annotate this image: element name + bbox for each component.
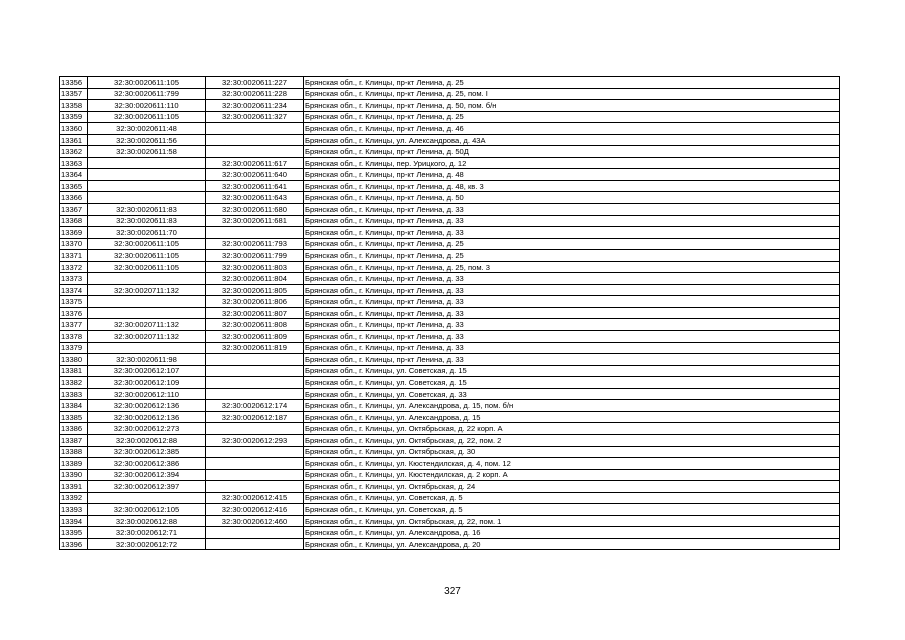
record-number-cell: 13356 xyxy=(60,77,88,89)
record-number-cell: 13370 xyxy=(60,238,88,250)
parcel-number-cell: 32:30:0020612:105 xyxy=(88,504,206,516)
address-cell: Брянская обл., г. Клинцы, пр-кт Ленина, д. 33 xyxy=(304,227,840,239)
record-number-cell: 13357 xyxy=(60,88,88,100)
address-cell: Брянская обл., г. Клинцы, ул. Октябрьская, д. 30 xyxy=(304,446,840,458)
record-number-cell: 13379 xyxy=(60,342,88,354)
object-number-cell xyxy=(206,388,304,400)
record-number-cell: 13366 xyxy=(60,192,88,204)
record-number-cell: 13387 xyxy=(60,434,88,446)
table-row xyxy=(60,446,840,458)
parcel-number-cell: 32:30:0020611:58 xyxy=(88,146,206,158)
record-number-cell: 13382 xyxy=(60,377,88,389)
object-number-cell: 32:30:0020612:174 xyxy=(206,400,304,412)
record-number-cell: 13374 xyxy=(60,284,88,296)
record-number-cell: 13392 xyxy=(60,492,88,504)
parcel-number-cell: 32:30:0020611:105 xyxy=(88,250,206,262)
parcel-number-cell xyxy=(88,296,206,308)
object-number-cell: 32:30:0020611:819 xyxy=(206,342,304,354)
parcel-number-cell: 32:30:0020611:110 xyxy=(88,100,206,112)
parcel-number-cell: 32:30:0020611:105 xyxy=(88,77,206,89)
object-number-cell xyxy=(206,146,304,158)
address-cell: Брянская обл., г. Клинцы, ул. Советская, д. 15 xyxy=(304,377,840,389)
record-number-cell: 13376 xyxy=(60,307,88,319)
address-cell: Брянская обл., г. Клинцы, пр-кт Ленина, д. 46 xyxy=(304,123,840,135)
table-row xyxy=(60,134,840,146)
object-number-cell: 32:30:0020611:234 xyxy=(206,100,304,112)
parcel-number-cell xyxy=(88,273,206,285)
table-row xyxy=(60,284,840,296)
address-cell: Брянская обл., г. Клинцы, пр-кт Ленина, д. 50, пом. б/н xyxy=(304,100,840,112)
record-number-cell: 13362 xyxy=(60,146,88,158)
table-row xyxy=(60,250,840,262)
object-number-cell: 32:30:0020611:640 xyxy=(206,169,304,181)
object-number-cell xyxy=(206,365,304,377)
record-number-cell: 13361 xyxy=(60,134,88,146)
record-number-cell: 13395 xyxy=(60,527,88,539)
parcel-number-cell xyxy=(88,180,206,192)
record-number-cell: 13393 xyxy=(60,504,88,516)
table-row xyxy=(60,227,840,239)
record-number-cell: 13396 xyxy=(60,538,88,550)
address-cell: Брянская обл., г. Клинцы, ул. Кюстендилская, д. 2 корп. А xyxy=(304,469,840,481)
table-row xyxy=(60,411,840,423)
table-row xyxy=(60,423,840,435)
object-number-cell: 32:30:0020611:643 xyxy=(206,192,304,204)
object-number-cell: 32:30:0020612:187 xyxy=(206,411,304,423)
address-cell: Брянская обл., г. Клинцы, ул. Александрова, д. 43А xyxy=(304,134,840,146)
address-cell: Брянская обл., г. Клинцы, пр-кт Ленина, д. 48 xyxy=(304,169,840,181)
address-cell: Брянская обл., г. Клинцы, ул. Октябрьская, д. 22 корп. А xyxy=(304,423,840,435)
parcel-number-cell: 32:30:0020612:136 xyxy=(88,411,206,423)
table-row xyxy=(60,111,840,123)
table-row xyxy=(60,146,840,158)
object-number-cell: 32:30:0020611:807 xyxy=(206,307,304,319)
parcel-number-cell xyxy=(88,169,206,181)
record-number-cell: 13384 xyxy=(60,400,88,412)
table-row xyxy=(60,434,840,446)
record-number-cell: 13359 xyxy=(60,111,88,123)
table-row xyxy=(60,204,840,216)
address-cell: Брянская обл., г. Клинцы, пр-кт Ленина, д. 25 xyxy=(304,250,840,262)
record-number-cell: 13360 xyxy=(60,123,88,135)
address-cell: Брянская обл., г. Клинцы, ул. Октябрьская, д. 22, пом. 1 xyxy=(304,515,840,527)
address-cell: Брянская обл., г. Клинцы, пр-кт Ленина, д. 33 xyxy=(304,354,840,366)
address-cell: Брянская обл., г. Клинцы, пр-кт Ленина, д. 33 xyxy=(304,215,840,227)
parcel-number-cell: 32:30:0020711:132 xyxy=(88,284,206,296)
object-number-cell xyxy=(206,123,304,135)
address-cell: Брянская обл., г. Клинцы, ул. Александрова, д. 20 xyxy=(304,538,840,550)
table-row xyxy=(60,342,840,354)
record-number-cell: 13363 xyxy=(60,157,88,169)
page-number: 327 xyxy=(444,586,461,597)
address-cell: Брянская обл., г. Клинцы, пр-кт Ленина, д. 33 xyxy=(304,204,840,216)
record-number-cell: 13381 xyxy=(60,365,88,377)
object-number-cell: 32:30:0020611:227 xyxy=(206,77,304,89)
record-number-cell: 13378 xyxy=(60,331,88,343)
table-row xyxy=(60,377,840,389)
table-row xyxy=(60,123,840,135)
object-number-cell: 32:30:0020612:460 xyxy=(206,515,304,527)
record-number-cell: 13364 xyxy=(60,169,88,181)
address-cell: Брянская обл., г. Клинцы, ул. Кюстендилская, д. 4, пом. 12 xyxy=(304,458,840,470)
parcel-number-cell: 32:30:0020612:88 xyxy=(88,434,206,446)
parcel-number-cell: 32:30:0020611:105 xyxy=(88,111,206,123)
table-row xyxy=(60,354,840,366)
parcel-number-cell: 32:30:0020611:56 xyxy=(88,134,206,146)
record-number-cell: 13371 xyxy=(60,250,88,262)
parcel-number-cell: 32:30:0020612:386 xyxy=(88,458,206,470)
table-row xyxy=(60,492,840,504)
registry-table-body xyxy=(60,77,840,550)
address-cell: Брянская обл., г. Клинцы, ул. Октябрьская, д. 24 xyxy=(304,481,840,493)
object-number-cell xyxy=(206,481,304,493)
record-number-cell: 13388 xyxy=(60,446,88,458)
parcel-number-cell: 32:30:0020611:70 xyxy=(88,227,206,239)
parcel-number-cell xyxy=(88,307,206,319)
object-number-cell: 32:30:0020612:415 xyxy=(206,492,304,504)
address-cell: Брянская обл., г. Клинцы, пр-кт Ленина, д. 25 xyxy=(304,111,840,123)
registry-table xyxy=(59,76,840,550)
object-number-cell xyxy=(206,446,304,458)
object-number-cell: 32:30:0020611:617 xyxy=(206,157,304,169)
address-cell: Брянская обл., г. Клинцы, пр-кт Ленина, д. 50Д xyxy=(304,146,840,158)
address-cell: Брянская обл., г. Клинцы, пр-кт Ленина, д. 33 xyxy=(304,319,840,331)
record-number-cell: 13385 xyxy=(60,411,88,423)
table-row xyxy=(60,157,840,169)
address-cell: Брянская обл., г. Клинцы, пр-кт Ленина, д. 33 xyxy=(304,296,840,308)
address-cell: Брянская обл., г. Клинцы, пр-кт Ленина, д. 33 xyxy=(304,342,840,354)
parcel-number-cell xyxy=(88,157,206,169)
object-number-cell xyxy=(206,423,304,435)
address-cell: Брянская обл., г. Клинцы, пр-кт Ленина, д. 33 xyxy=(304,307,840,319)
table-row xyxy=(60,192,840,204)
table-row xyxy=(60,458,840,470)
parcel-number-cell: 32:30:0020611:83 xyxy=(88,215,206,227)
object-number-cell: 32:30:0020611:809 xyxy=(206,331,304,343)
address-cell: Брянская обл., г. Клинцы, пер. Урицкого, д. 12 xyxy=(304,157,840,169)
address-cell: Брянская обл., г. Клинцы, ул. Александрова, д. 15, пом. б/н xyxy=(304,400,840,412)
object-number-cell: 32:30:0020611:793 xyxy=(206,238,304,250)
record-number-cell: 13373 xyxy=(60,273,88,285)
parcel-number-cell: 32:30:0020612:385 xyxy=(88,446,206,458)
table-row xyxy=(60,261,840,273)
address-cell: Брянская обл., г. Клинцы, пр-кт Ленина, д. 33 xyxy=(304,284,840,296)
parcel-number-cell: 32:30:0020612:107 xyxy=(88,365,206,377)
object-number-cell xyxy=(206,458,304,470)
parcel-number-cell: 32:30:0020611:48 xyxy=(88,123,206,135)
table-row xyxy=(60,388,840,400)
object-number-cell xyxy=(206,527,304,539)
parcel-number-cell: 32:30:0020612:394 xyxy=(88,469,206,481)
object-number-cell: 32:30:0020611:641 xyxy=(206,180,304,192)
object-number-cell: 32:30:0020611:808 xyxy=(206,319,304,331)
table-row xyxy=(60,469,840,481)
parcel-number-cell: 32:30:0020612:110 xyxy=(88,388,206,400)
table-row xyxy=(60,527,840,539)
address-cell: Брянская обл., г. Клинцы, ул. Советская, д. 15 xyxy=(304,365,840,377)
table-row xyxy=(60,273,840,285)
parcel-number-cell: 32:30:0020611:98 xyxy=(88,354,206,366)
table-row xyxy=(60,481,840,493)
address-cell: Брянская обл., г. Клинцы, пр-кт Ленина, д. 50 xyxy=(304,192,840,204)
table-row xyxy=(60,77,840,89)
record-number-cell: 13375 xyxy=(60,296,88,308)
address-cell: Брянская обл., г. Клинцы, ул. Александрова, д. 16 xyxy=(304,527,840,539)
address-cell: Брянская обл., г. Клинцы, пр-кт Ленина, д. 33 xyxy=(304,331,840,343)
parcel-number-cell: 32:30:0020611:105 xyxy=(88,261,206,273)
address-cell: Брянская обл., г. Клинцы, пр-кт Ленина, д. 25 xyxy=(304,77,840,89)
object-number-cell: 32:30:0020612:416 xyxy=(206,504,304,516)
parcel-number-cell: 32:30:0020611:105 xyxy=(88,238,206,250)
parcel-number-cell: 32:30:0020711:132 xyxy=(88,319,206,331)
object-number-cell: 32:30:0020611:803 xyxy=(206,261,304,273)
object-number-cell xyxy=(206,377,304,389)
table-row xyxy=(60,365,840,377)
object-number-cell xyxy=(206,227,304,239)
address-cell: Брянская обл., г. Клинцы, ул. Советская, д. 5 xyxy=(304,504,840,516)
table-row xyxy=(60,515,840,527)
record-number-cell: 13386 xyxy=(60,423,88,435)
parcel-number-cell: 32:30:0020611:83 xyxy=(88,204,206,216)
object-number-cell: 32:30:0020611:680 xyxy=(206,204,304,216)
record-number-cell: 13383 xyxy=(60,388,88,400)
address-cell: Брянская обл., г. Клинцы, ул. Советская, д. 5 xyxy=(304,492,840,504)
object-number-cell: 32:30:0020612:293 xyxy=(206,434,304,446)
address-cell: Брянская обл., г. Клинцы, пр-кт Ленина, д. 25 xyxy=(304,238,840,250)
table-row xyxy=(60,238,840,250)
object-number-cell: 32:30:0020611:327 xyxy=(206,111,304,123)
record-number-cell: 13365 xyxy=(60,180,88,192)
parcel-number-cell: 32:30:0020612:397 xyxy=(88,481,206,493)
address-cell: Брянская обл., г. Клинцы, пр-кт Ленина, д. 25, пом. I xyxy=(304,88,840,100)
object-number-cell xyxy=(206,134,304,146)
parcel-number-cell xyxy=(88,342,206,354)
parcel-number-cell: 32:30:0020612:136 xyxy=(88,400,206,412)
object-number-cell: 32:30:0020611:804 xyxy=(206,273,304,285)
table-row xyxy=(60,169,840,181)
record-number-cell: 13368 xyxy=(60,215,88,227)
table-row xyxy=(60,319,840,331)
parcel-number-cell: 32:30:0020612:72 xyxy=(88,538,206,550)
record-number-cell: 13380 xyxy=(60,354,88,366)
record-number-cell: 13390 xyxy=(60,469,88,481)
record-number-cell: 13394 xyxy=(60,515,88,527)
object-number-cell: 32:30:0020611:681 xyxy=(206,215,304,227)
object-number-cell: 32:30:0020611:228 xyxy=(206,88,304,100)
parcel-number-cell: 32:30:0020711:132 xyxy=(88,331,206,343)
object-number-cell xyxy=(206,354,304,366)
object-number-cell xyxy=(206,538,304,550)
record-number-cell: 13358 xyxy=(60,100,88,112)
record-number-cell: 13367 xyxy=(60,204,88,216)
parcel-number-cell: 32:30:0020612:71 xyxy=(88,527,206,539)
object-number-cell: 32:30:0020611:806 xyxy=(206,296,304,308)
parcel-number-cell: 32:30:0020611:799 xyxy=(88,88,206,100)
table-row xyxy=(60,307,840,319)
table-row xyxy=(60,538,840,550)
address-cell: Брянская обл., г. Клинцы, ул. Советская, д. 33 xyxy=(304,388,840,400)
parcel-number-cell: 32:30:0020612:88 xyxy=(88,515,206,527)
parcel-number-cell: 32:30:0020612:273 xyxy=(88,423,206,435)
table-row xyxy=(60,215,840,227)
record-number-cell: 13377 xyxy=(60,319,88,331)
parcel-number-cell xyxy=(88,492,206,504)
address-cell: Брянская обл., г. Клинцы, пр-кт Ленина, д. 33 xyxy=(304,273,840,285)
object-number-cell xyxy=(206,469,304,481)
address-cell: Брянская обл., г. Клинцы, ул. Александрова, д. 15 xyxy=(304,411,840,423)
table-row xyxy=(60,400,840,412)
address-cell: Брянская обл., г. Клинцы, пр-кт Ленина, д. 48, кв. 3 xyxy=(304,180,840,192)
table-row xyxy=(60,504,840,516)
table-row xyxy=(60,88,840,100)
table-row xyxy=(60,331,840,343)
parcel-number-cell: 32:30:0020612:109 xyxy=(88,377,206,389)
record-number-cell: 13372 xyxy=(60,261,88,273)
record-number-cell: 13369 xyxy=(60,227,88,239)
parcel-number-cell xyxy=(88,192,206,204)
record-number-cell: 13389 xyxy=(60,458,88,470)
address-cell: Брянская обл., г. Клинцы, ул. Октябрьская, д. 22, пом. 2 xyxy=(304,434,840,446)
table-row xyxy=(60,296,840,308)
record-number-cell: 13391 xyxy=(60,481,88,493)
address-cell: Брянская обл., г. Клинцы, пр-кт Ленина, д. 25, пом. 3 xyxy=(304,261,840,273)
table-row xyxy=(60,180,840,192)
table-row xyxy=(60,100,840,112)
object-number-cell: 32:30:0020611:799 xyxy=(206,250,304,262)
object-number-cell: 32:30:0020611:805 xyxy=(206,284,304,296)
